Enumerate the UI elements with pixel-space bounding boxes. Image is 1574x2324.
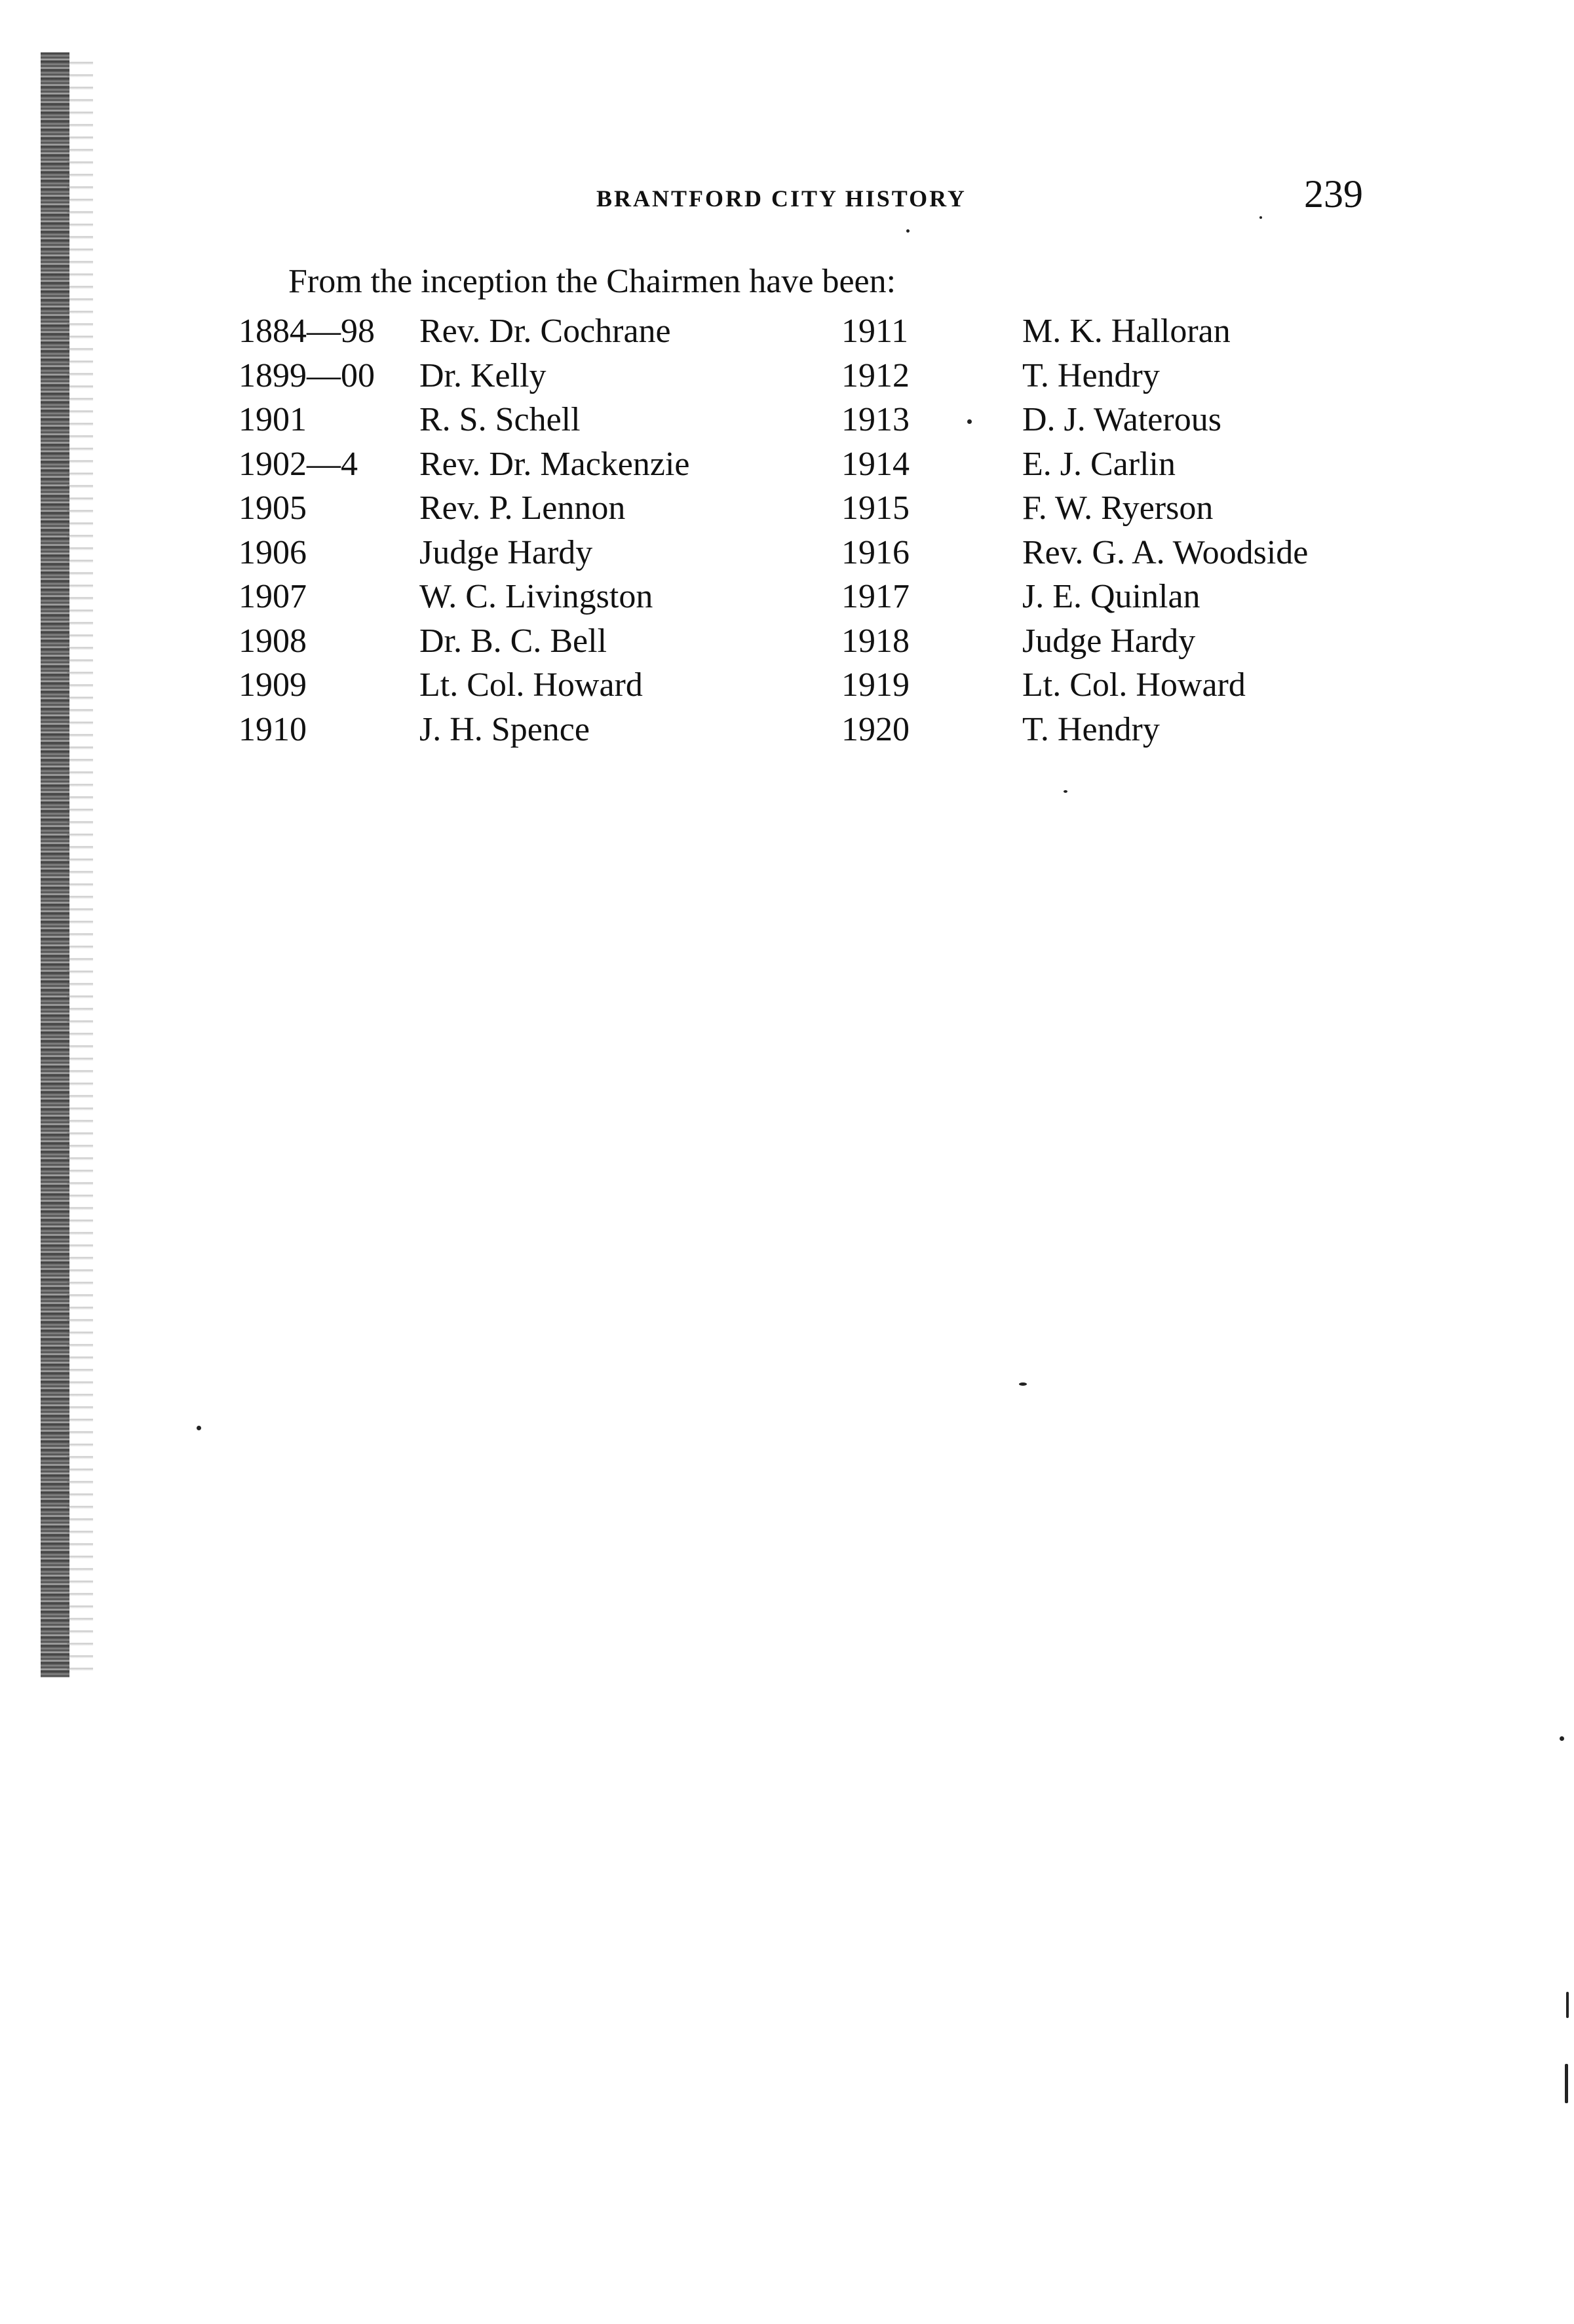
roster-row	[0, 398, 1574, 442]
roster-row	[0, 309, 1574, 354]
chairman-name-right: F. W. Ryerson	[1022, 489, 1214, 527]
chairman-name-left: Lt. Col. Howard	[419, 666, 643, 704]
scan-speck	[906, 229, 910, 233]
scanned-binding-edge	[41, 52, 69, 1677]
chairman-name-right: E. J. Carlin	[1022, 445, 1176, 483]
year-left: 1909	[239, 666, 307, 704]
roster-row	[0, 354, 1574, 398]
chairman-name-right: J. E. Quinlan	[1022, 578, 1200, 615]
chairman-name-right: T. Hendry	[1022, 710, 1160, 748]
chairman-name-left: J. H. Spence	[419, 710, 590, 748]
year-right: 1912	[841, 356, 910, 394]
chairman-name-left: Dr. Kelly	[419, 356, 547, 394]
scan-speck	[197, 1426, 201, 1430]
year-left: 1905	[239, 489, 307, 527]
chairman-name-left: Rev. Dr. Mackenzie	[419, 445, 690, 483]
year-left: 1884—98	[239, 313, 375, 350]
year-right: 1920	[841, 710, 910, 748]
chairman-name-left: Judge Hardy	[419, 533, 593, 571]
chairman-name-right: Lt. Col. Howard	[1022, 666, 1246, 704]
year-right: 1911	[841, 313, 909, 350]
year-left: 1902—4	[239, 445, 358, 483]
year-left: 1907	[239, 578, 307, 615]
roster-row	[0, 486, 1574, 531]
year-right: 1913	[841, 401, 910, 438]
chairman-name-right: M. K. Halloran	[1022, 313, 1231, 350]
chairman-name-left: Rev. Dr. Cochrane	[419, 313, 671, 350]
chairman-name-right: Judge Hardy	[1022, 622, 1196, 660]
year-left: 1899—00	[239, 356, 375, 394]
year-left: 1908	[239, 622, 307, 660]
year-left: 1906	[239, 533, 307, 571]
scan-speck	[1566, 1992, 1569, 2018]
year-right: 1917	[841, 578, 910, 615]
roster-row	[0, 531, 1574, 575]
roster-row	[0, 708, 1574, 752]
roster-row	[0, 619, 1574, 664]
roster-row	[0, 575, 1574, 619]
chairman-name-left: Rev. P. Lennon	[419, 489, 626, 527]
chairman-name-right: D. J. Waterous	[1022, 401, 1221, 438]
scan-speck	[1259, 216, 1262, 219]
page-number: 239	[1304, 172, 1363, 216]
year-right: 1914	[841, 445, 910, 483]
scan-speck	[1019, 1382, 1027, 1386]
running-head: BRANTFORD CITY HISTORY	[596, 185, 967, 212]
scan-speck	[1565, 2064, 1568, 2103]
year-right: 1916	[841, 533, 910, 571]
chairmen-roster	[0, 309, 1574, 752]
scan-speck	[967, 419, 972, 424]
chairman-name-left: R. S. Schell	[419, 401, 581, 438]
roster-row	[0, 442, 1574, 487]
chairman-name-left: Dr. B. C. Bell	[419, 622, 607, 660]
intro-sentence: From the inception the Chairmen have been:	[288, 263, 896, 300]
roster-row	[0, 663, 1574, 708]
scan-speck	[1560, 1736, 1564, 1741]
year-left: 1910	[239, 710, 307, 748]
year-right: 1915	[841, 489, 910, 527]
chairman-name-right: T. Hendry	[1022, 356, 1160, 394]
chairman-name-right: Rev. G. A. Woodside	[1022, 533, 1309, 571]
chairman-name-left: W. C. Livingston	[419, 578, 653, 615]
scan-speck	[1064, 790, 1067, 793]
year-left: 1901	[239, 401, 307, 438]
year-right: 1918	[841, 622, 910, 660]
year-right: 1919	[841, 666, 910, 704]
